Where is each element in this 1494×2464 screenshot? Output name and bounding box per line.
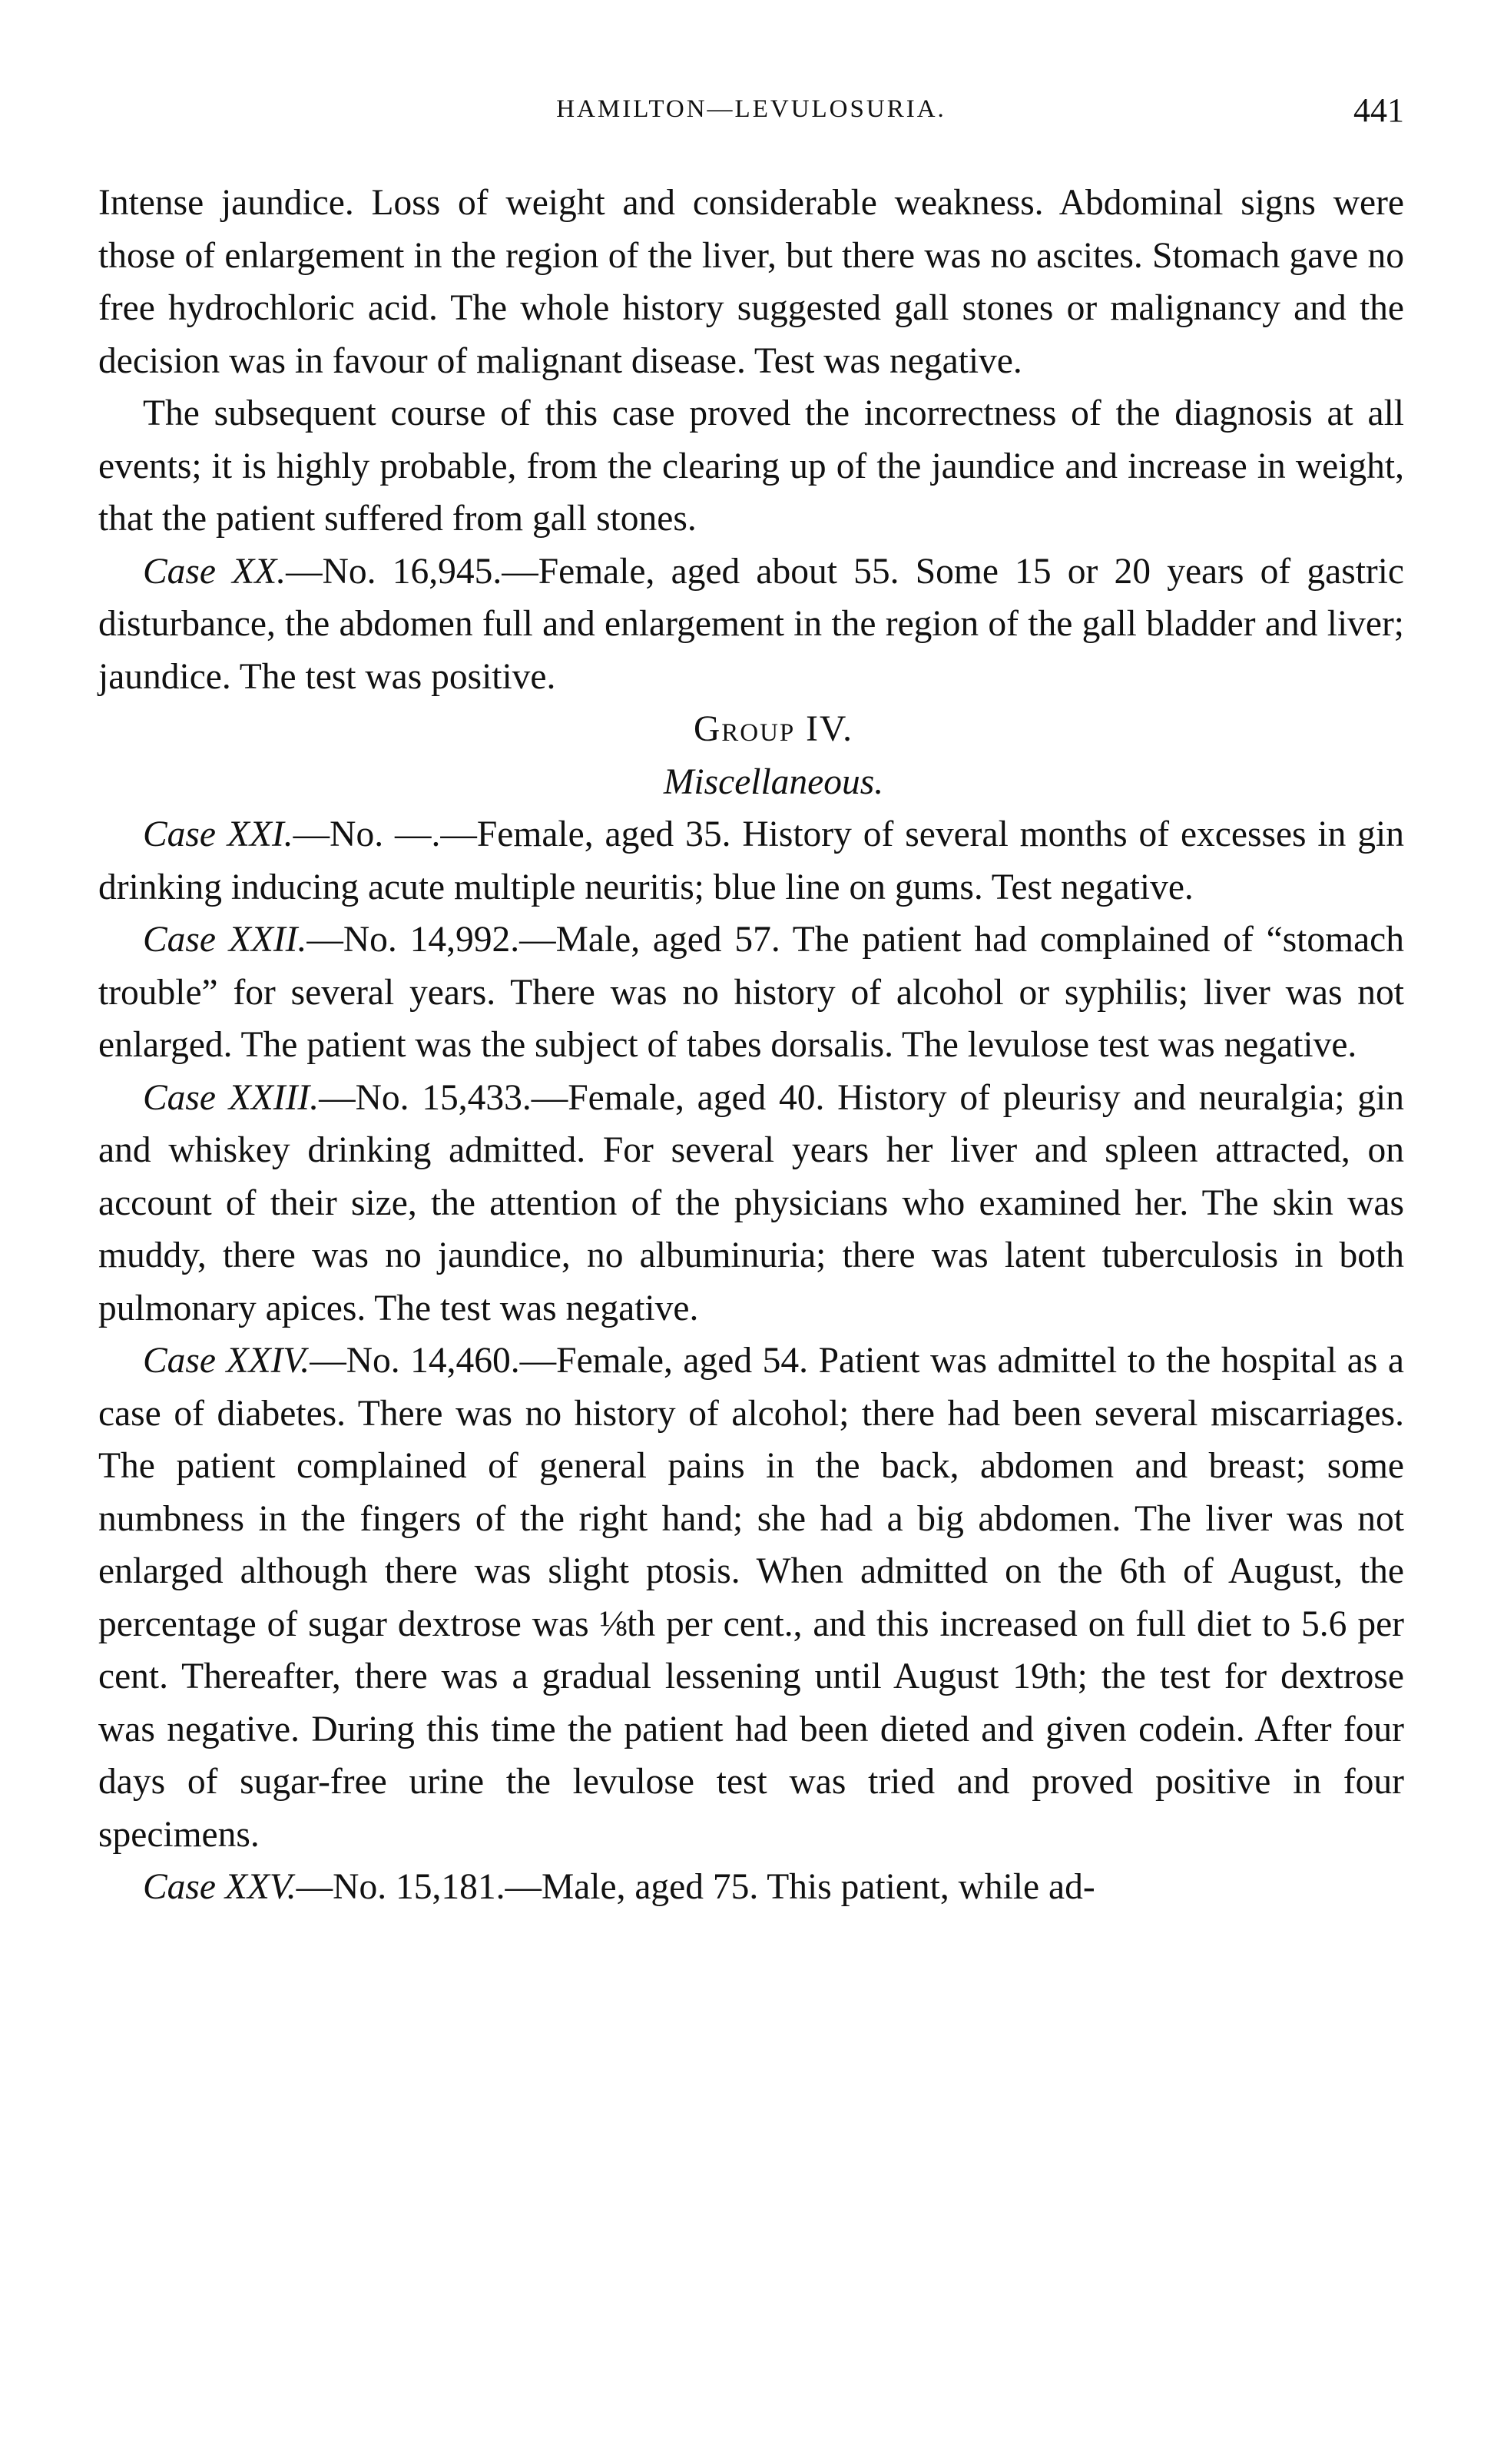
paragraph-case-21 bbox=[98, 808, 1404, 914]
paragraph-case-continuation: Intense jaundice. Loss of weight and considerable weakness. Abdominal signs were those of enlargement in the region of the liver, but there was no ascites. Stomach gave no free hydrochloric acid. The whole history suggested gall stones or malignancy and the decision was in favour of malignant disease. Test was negative. bbox=[98, 183, 1404, 381]
page-number: 441 bbox=[1353, 91, 1404, 129]
case-text: —No. 14,992.—Male, aged 57. The patient had complained of “stomach trouble” for several years. There was no history of alcohol or syphilis; liver was not enlarged. The patient was the subject of tabes dorsalis. The levulose test was negative. bbox=[98, 920, 1404, 1065]
subsection-title: Miscellaneous. bbox=[663, 761, 884, 802]
paragraph-case-20 bbox=[98, 546, 1404, 704]
case-text: —No. 16,945.—Female, aged about 55. Some 15 or 20 years of gastric disturbance, the abdomen full and enlargement in the region of the gall bladder and liver; jaundice. The test was positive. bbox=[98, 551, 1404, 697]
paragraph-case-24 bbox=[98, 1335, 1404, 1861]
case-text: —No. 15,433.—Female, aged 40. History of pleurisy and neuralgia; gin and whiskey drinking admitted. For several years her liver and spleen attracted, on account of their size, the attention of the physicians who examined her. The skin was muddy, there was no jaundice, no albuminuria; there was latent tuberculosis in both pulmonary apices. The test was negative. bbox=[98, 1077, 1404, 1328]
paragraph-case-23 bbox=[98, 1072, 1404, 1335]
case-text: —No. 14,460.—Female, aged 54. Patient was admittel to the hospital as a case of diabetes. There was no history of alcohol; there had been several miscarriages. The patient complained of general pains in the back, abdomen and breast; some numbness in the fingers of the right hand; she had a big abdomen. The liver was not enlarged although there was slight ptosis. When admitted on the 6th of August, the percentage of sugar dextrose was ⅛th per cent., and this increased on full diet to 5.6 per cent. Thereafter, there was a gradual lessening until August 19th; the test for dextrose was negative. During this time the patient had been dieted and given codein. After four days of sugar-free urine the levulose test was tried and proved positive in four specimens. bbox=[98, 1341, 1404, 1855]
case-label: Case XXV. bbox=[143, 1867, 296, 1907]
case-label: Case XXII. bbox=[143, 920, 307, 960]
group-title: Group IV. bbox=[693, 709, 854, 749]
case-label: Case XXIII. bbox=[143, 1077, 320, 1118]
running-head: HAMILTON—LEVULOSURIA. bbox=[556, 95, 946, 123]
case-label: Case XXIV. bbox=[143, 1341, 310, 1381]
case-label: Case XXI. bbox=[143, 814, 293, 854]
page-body bbox=[98, 177, 1404, 1914]
paragraph-case-22 bbox=[98, 914, 1404, 1072]
paragraph-subsequent-course: The subsequent course of this case proved the incorrectness of the diagnosis at all events; it is highly probable, from the clearing up of the jaundice and increase in weight, that the patient suffered from gall stones. bbox=[98, 393, 1404, 539]
case-text: —No. 15,181.—Male, aged 75. This patient, while ad- bbox=[296, 1867, 1095, 1907]
paragraph-case-25 bbox=[98, 1861, 1404, 1914]
page-header bbox=[98, 91, 1404, 137]
case-label: Case XX. bbox=[143, 551, 287, 592]
case-text: —No. —.—Female, aged 35. History of several months of excesses in gin drinking inducing acute multiple neuritis; blue line on gums. Test negative. bbox=[98, 814, 1404, 907]
